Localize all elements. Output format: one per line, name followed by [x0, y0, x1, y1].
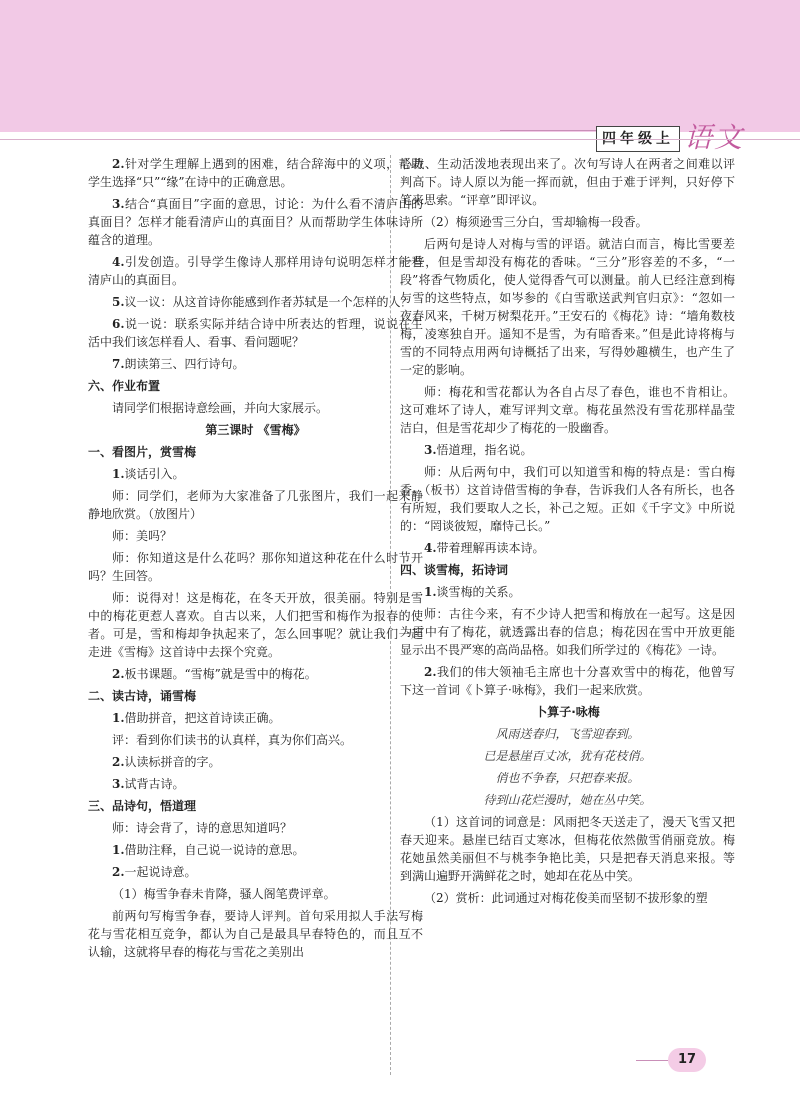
paragraph-text: 风雨送春归，飞雪迎春到。: [495, 727, 640, 741]
item-number: 1.: [424, 585, 437, 599]
paragraph: [88, 863, 423, 881]
item-number: 1.: [112, 843, 125, 857]
paragraph-text: 请同学们根据诗意绘画，并向大家展示。: [112, 401, 329, 415]
centered-title: [88, 421, 423, 439]
paragraph-text: 我们的伟大领袖毛主席也十分喜欢雪中的梅花，他曾写下这一首词《卜算子·咏梅》，我们一起来欣赏。: [400, 665, 735, 697]
paragraph-text: 带着理解再读本诗。: [436, 541, 545, 555]
paragraph-text: 悟道理，指名说。: [436, 443, 533, 457]
item-number: 3.: [112, 777, 125, 791]
paragraph: [88, 527, 423, 545]
paragraph-text: 卜算子·咏梅: [535, 705, 600, 719]
item-number: 6.: [112, 317, 125, 331]
paragraph: [400, 235, 735, 379]
item-number: 2.: [424, 665, 437, 679]
paragraph-text: 试背古诗。: [124, 777, 185, 791]
paragraph: [88, 709, 423, 727]
paragraph-text: 师：你知道这是什么花吗？那你知道这种花在什么时节开吗？生回答。: [88, 551, 423, 583]
paragraph-text: 朗读第三、四行诗句。: [124, 357, 245, 371]
paragraph: [88, 731, 423, 749]
centered-title: [400, 703, 735, 721]
left-column: [88, 155, 423, 965]
item-number: 5.: [112, 295, 125, 309]
paragraph: [88, 753, 423, 771]
paragraph-text: （2）梅须逊雪三分白，雪却输梅一段香。: [424, 215, 648, 229]
paragraph-text: 谈雪梅的关系。: [436, 585, 521, 599]
paragraph-text: 师：古往今来，有不少诗人把雪和梅放在一起写。这是因为雪中有了梅花，就透露出春的信息；梅花因在雪中开放更能显示出不畏严寒的高尚品格。如我们所学过的《梅花》一诗。: [400, 607, 735, 657]
header-band: [0, 0, 800, 132]
paragraph: [88, 155, 423, 191]
paragraph-text: 师：梅花和雪花都认为各自占尽了春色，谁也不肯相让。这可难坏了诗人，难写评判文章。梅花虽然没有雪花那样晶莹洁白，但是雪花却少了梅花的一股幽香。: [400, 385, 735, 435]
paragraph: [400, 663, 735, 699]
paragraph-text: 四、谈雪梅，拓诗词: [400, 563, 509, 577]
header-ornament-line: [500, 130, 596, 131]
column-divider: [390, 155, 391, 1075]
paragraph-text: 谈话引入。: [124, 467, 185, 481]
paragraph-text: 认读标拼音的字。: [124, 755, 221, 769]
item-number: 1.: [112, 467, 125, 481]
paragraph: [88, 293, 423, 311]
paragraph: [400, 463, 735, 535]
section-heading: [88, 377, 423, 395]
paragraph-text: 说一说：联系实际并结合诗中所表达的哲理，说说在生活中我们该怎样看人、看事、看问题呢？: [88, 317, 423, 349]
paragraph-text: 议一议：从这首诗你能感到作者苏轼是一个怎样的人？: [124, 295, 413, 309]
item-number: 3.: [112, 197, 125, 211]
section-heading: [88, 797, 423, 815]
paragraph: [400, 583, 735, 601]
paragraph: [88, 253, 423, 289]
section-heading: [88, 687, 423, 705]
header-rule: [0, 139, 800, 140]
paragraph-text: 借助拼音，把这首诗读正确。: [124, 711, 281, 725]
poem-line: [400, 725, 735, 743]
section-heading: [88, 443, 423, 461]
paragraph: [88, 907, 423, 961]
paragraph-text: 针对学生理解上遇到的困难，结合辞海中的义项，帮助学生选择“只”“缘”在诗中的正确意思。: [88, 157, 423, 189]
paragraph-text: 师：同学们，老师为大家准备了几张图片，我们一起来静静地欣赏。（放图片）: [88, 489, 423, 521]
paragraph-text: （1）梅雪争春未肯降，骚人阁笔费评章。: [112, 887, 336, 901]
paragraph: [88, 315, 423, 351]
paragraph-text: 前两句写梅雪争春，要诗人评判。首句采用拟人手法写梅花与雪花相互竞争，都认为自己是最具早春特色的，而且互不认输，这就将早春的梅花与雪花之美别出: [88, 909, 423, 959]
item-number: 7.: [112, 357, 125, 371]
item-number: 2.: [112, 865, 125, 879]
paragraph: [400, 889, 735, 907]
paragraph-text: 已是悬崖百丈冰，犹有花枝俏。: [483, 749, 652, 763]
poem-line: [400, 747, 735, 765]
paragraph-text: （2）赏析：此词通过对梅花俊美而坚韧不拔形象的塑: [424, 891, 708, 905]
paragraph-text: 板书课题。“雪梅”就是雪中的梅花。: [124, 667, 317, 681]
paragraph-text: 第三课时 《雪梅》: [205, 423, 306, 437]
paragraph: [400, 213, 735, 231]
paragraph-text: 一、看图片，赏雪梅: [88, 445, 197, 459]
page-number: 17: [668, 1048, 706, 1072]
paragraph: [88, 665, 423, 683]
section-heading: [400, 561, 735, 579]
paragraph-text: 待到山花烂漫时，她在丛中笑。: [483, 793, 652, 807]
item-number: 3.: [424, 443, 437, 457]
grade-label: 四年级上: [596, 126, 680, 152]
poem-line: [400, 769, 735, 787]
paragraph-text: 评：看到你们读书的认真样，真为你们高兴。: [112, 733, 353, 747]
paragraph: [88, 589, 423, 661]
paragraph: [88, 885, 423, 903]
paragraph: [88, 465, 423, 483]
item-number: 2.: [112, 667, 125, 681]
paragraph: [400, 383, 735, 437]
paragraph-text: 一起说诗意。: [124, 865, 197, 879]
paragraph: [400, 539, 735, 557]
paragraph-text: 心裁、生动活泼地表现出来了。次句写诗人在两者之间难以评判高下。诗人原以为能一挥而就，但由于难于评判，只好停下笔来思索。“评章”即评议。: [400, 157, 735, 207]
paragraph: [88, 195, 423, 249]
paragraph: [88, 549, 423, 585]
paragraph: [400, 813, 735, 885]
paragraph-text: （1）这首词的词意是：风雨把冬天送走了，漫天飞雪又把春天迎来。悬崖已结百丈寒冰，但梅花依然傲雪俏丽竞放。梅花她虽然美丽但不与桃李争艳比美，只是把春天消息来报。等到满山遍野开满鲜花之时，她却在花丛中笑。: [400, 815, 735, 883]
paragraph-text: 师：美吗？: [112, 529, 173, 543]
paragraph-text: 二、读古诗，诵雪梅: [88, 689, 197, 703]
paragraph: [400, 441, 735, 459]
paragraph-text: 引发创造。引导学生像诗人那样用诗句说明怎样才能看清庐山的真面目。: [88, 255, 423, 287]
paragraph: [400, 605, 735, 659]
paragraph-text: 借助注释，自己说一说诗的意思。: [124, 843, 305, 857]
item-number: 1.: [112, 711, 125, 725]
paragraph-text: 六、作业布置: [88, 379, 161, 393]
paragraph: [88, 841, 423, 859]
page-number-line: [636, 1060, 668, 1061]
paragraph-text: 结合“真面目”字面的意思，讨论：为什么看不清庐山的真面目？怎样才能看清庐山的真面目？从而帮助学生体味诗所蕴含的道理。: [88, 197, 423, 247]
right-column: [400, 155, 735, 911]
paragraph-text: 三、品诗句，悟道理: [88, 799, 197, 813]
paragraph: [400, 155, 735, 209]
subject-label: 语文: [684, 121, 745, 154]
paragraph-text: 师：从后两句中，我们可以知道雪和梅的特点是：雪白梅香。（板书）这首诗借雪梅的争春，告诉我们人各有所长，也各有所短，我们要取人之长，补己之短。正如《千字文》中所说的：“罔谈彼短，靡恃己长。”: [400, 465, 735, 533]
paragraph: [88, 399, 423, 417]
item-number: 4.: [112, 255, 125, 269]
paragraph: [88, 487, 423, 523]
item-number: 2.: [112, 157, 125, 171]
paragraph: [88, 355, 423, 373]
paragraph-text: 俏也不争春，只把春来报。: [495, 771, 640, 785]
paragraph-text: 后两句是诗人对梅与雪的评语。就洁白而言，梅比雪要差一些，但是雪却没有梅花的香味。“三分”形容差的不多，“一段”将香气物质化，使人觉得香气可以测量。前人已经注意到梅与雪的这些特点，如岑参的《白雪歌送武判官归京》：“忽如一夜春风来，千树万树梨花开。”王安石的《梅花》诗：“墙角数枝梅，凌寒独自开。遥知不是雪，为有暗香来。”但是此诗将梅与雪的不同特点用两句诗概括了出来，写得妙趣横生，也产生了一定的影响。: [400, 237, 735, 377]
paragraph: [88, 819, 423, 837]
paragraph-text: 师：诗会背了，诗的意思知道吗？: [112, 821, 293, 835]
item-number: 4.: [424, 541, 437, 555]
paragraph-text: 师：说得对！这是梅花，在冬天开放，很美丽。特别是雪中的梅花更惹人喜欢。自古以来，人们把雪和梅作为报春的使者。可是，雪和梅却争执起来了，怎么回事呢？就让我们一起走进《雪梅》这首诗中去探个究竟。: [88, 591, 423, 659]
poem-line: [400, 791, 735, 809]
paragraph: [88, 775, 423, 793]
item-number: 2.: [112, 755, 125, 769]
